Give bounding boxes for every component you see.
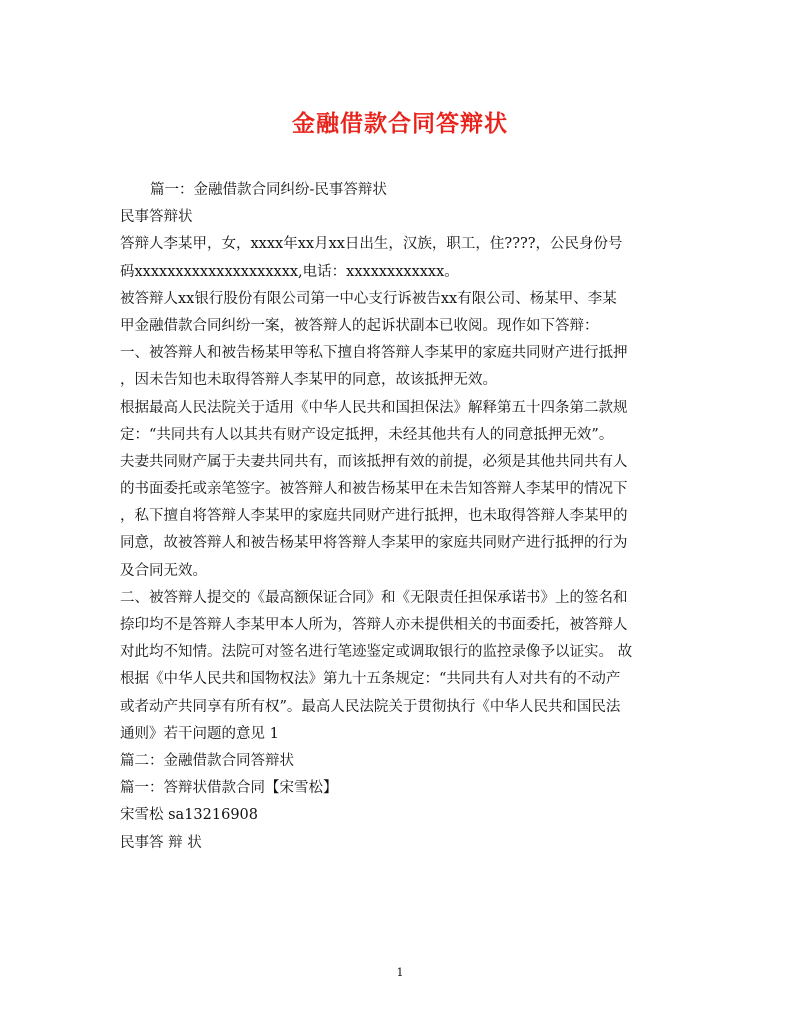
- section-heading: 篇一：答辩状借款合同【宋雪松】: [120, 780, 338, 797]
- paragraph-line: 宋雪松 sa13216908: [120, 807, 258, 824]
- paragraph-line: 及合同无效。: [120, 562, 207, 579]
- paragraph-line: 定：“共同共有人以其共有财产设定抵押，未经其他共有人的同意抵押无效”。: [120, 426, 614, 443]
- paragraph-line: ，私下擅自将答辩人李某甲的家庭共同财产进行抵押，也未取得答辩人李某甲的: [120, 508, 628, 525]
- paragraph-line: 民事答 辩 状: [120, 834, 202, 851]
- document-body: [120, 177, 680, 857]
- paragraph-line: 对此均不知情。法院可对签名进行笔迹鉴定或调取银行的监控录像予以证实。 故: [120, 644, 633, 661]
- paragraph-line: 根据《中华人民共和国物权法》第九十五条规定：“共同共有人对共有的不动产: [120, 671, 621, 688]
- paragraph-line: 民事答辩状: [120, 209, 193, 226]
- section-heading: 篇二：金融借款合同答辩状: [120, 752, 294, 769]
- paragraph-line: 码xxxxxxxxxxxxxxxxxxxx,电话：xxxxxxxxxxxx。: [120, 263, 459, 280]
- paragraph-line: 的书面委托或亲笔签字。被答辩人和被告杨某甲在未告知答辩人李某甲的情况下: [120, 481, 628, 498]
- paragraph-line: 被答辩人xx银行股份有限公司第一中心支行诉被告xx有限公司、杨某甲、李某: [120, 290, 617, 307]
- document-title: 金融借款合同答辩状: [292, 111, 508, 137]
- paragraph-line: ，因未告知也未取得答辩人李某甲的同意，故该抵押无效。: [120, 372, 497, 389]
- paragraph-line: 通则》若干问题的意见 1: [120, 725, 279, 742]
- paragraph-line: 答辩人李某甲，女，xxxx年xx月xx日出生，汉族，职工，住????，公民身份号: [120, 236, 623, 253]
- paragraph-line: 根据最高人民法院关于适用《中华人民共和国担保法》解释第五十四条第二款规: [120, 399, 628, 416]
- paragraph-line: 夫妻共同财产属于夫妻共同共有，而该抵押有效的前提，必须是其他共同共有人: [120, 453, 628, 470]
- paragraph-line: 同意，故被答辩人和被告杨某甲将答辩人李某甲的家庭共同财产进行抵押的行为: [120, 535, 628, 552]
- page-number: 1: [396, 966, 404, 979]
- paragraph-line: 或者动产共同享有所有权”。最高人民法院关于贯彻执行《中华人民共和国民法: [120, 698, 621, 715]
- section-heading: 篇一：金融借款合同纠纷-民事答辩状: [150, 182, 387, 198]
- paragraph-line: 一、被答辩人和被告杨某甲等私下擅自将答辩人李某甲的家庭共同财产进行抵押: [120, 345, 628, 362]
- paragraph-line: 甲金融借款合同纠纷一案，被答辩人的起诉状副本已收阅。现作如下答辩：: [120, 317, 599, 334]
- paragraph-line: 二、被答辩人提交的《最高额保证合同》和《无限责任担保承诺书》上的签名和: [120, 589, 628, 606]
- paragraph-line: 捺印均不是答辩人李某甲本人所为，答辩人亦未提供相关的书面委托，被答辩人: [120, 617, 628, 633]
